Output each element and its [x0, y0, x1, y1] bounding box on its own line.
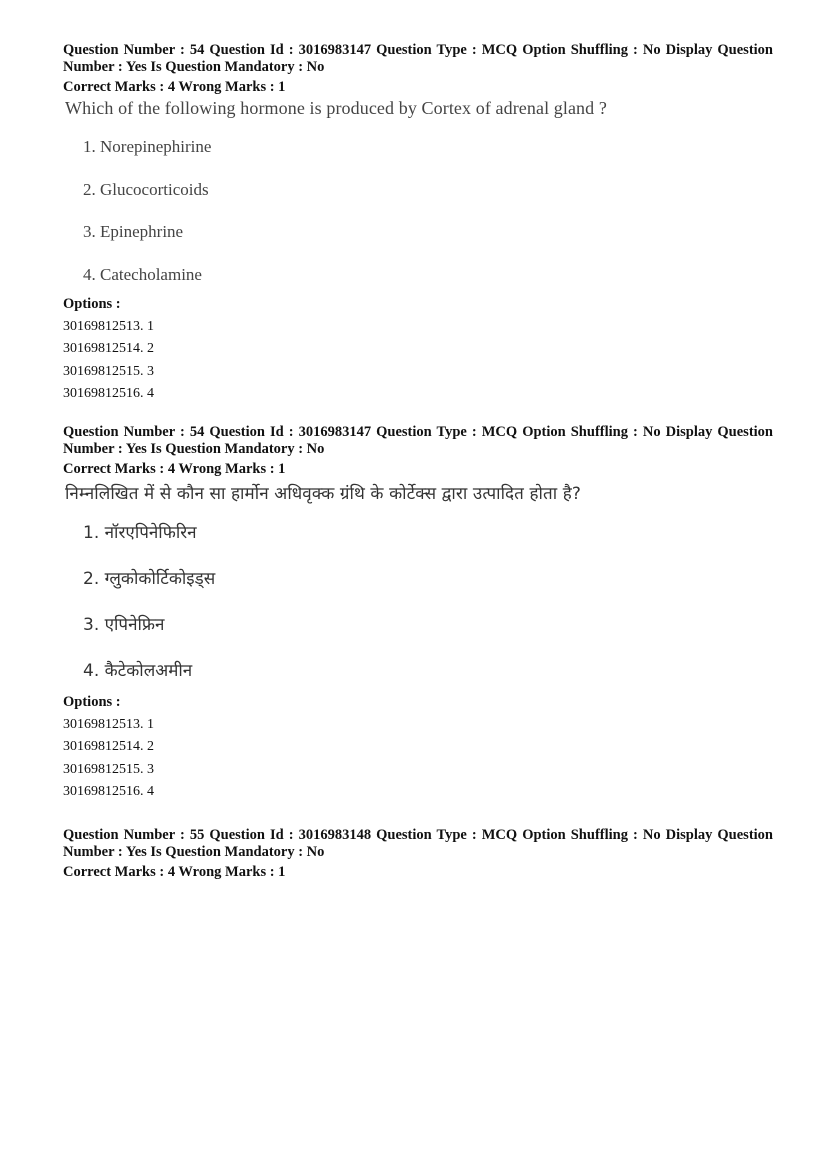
option-id-item: 30169812516. 4: [63, 783, 154, 799]
option-id-item: 30169812515. 3: [63, 363, 154, 379]
option-id-item: 30169812513. 1: [63, 319, 154, 334]
options-label: Options :: [63, 694, 121, 710]
question-marks: Correct Marks : 4 Wrong Marks : 1: [63, 864, 286, 880]
answer-choice: 1. नॉरएपिनेफिरिन: [83, 523, 197, 543]
answer-choices: [63, 126, 773, 296]
option-id-item: 30169812515. 3: [63, 761, 154, 777]
option-id-item: 30169812514. 2: [63, 739, 154, 755]
option-id-list: [63, 316, 773, 405]
options-label: Options :: [63, 296, 121, 312]
question-header: Question Number : 54 Question Id : 3016983147 Question Type : MCQ Option Shuffling : No Display Question Number : Yes Is Question Mandatory : No: [63, 42, 773, 75]
answer-choice: 4. कैटेकोलअमीन: [83, 661, 193, 681]
question-header: Question Number : 55 Question Id : 3016983148 Question Type : MCQ Option Shuffling : No Display Question Number : Yes Is Question Mandatory : No: [63, 827, 773, 860]
question-block-54-english: [63, 42, 773, 405]
answer-choice: 1. Norepinephirine: [83, 137, 212, 156]
option-id-item: 30169812513. 1: [63, 717, 154, 732]
question-text: Which of the following hormone is produced by Cortex of adrenal gland ?: [65, 98, 607, 118]
question-block-54-hindi: [63, 424, 773, 803]
option-id-item: 30169812514. 2: [63, 341, 154, 357]
answer-choice: 3. Epinephrine: [83, 222, 184, 241]
answer-choices: [63, 510, 773, 694]
option-id-list: [63, 714, 773, 803]
answer-choice: 2. Glucocorticoids: [83, 179, 209, 199]
question-block-55: [63, 827, 773, 881]
question-marks: Correct Marks : 4 Wrong Marks : 1: [63, 461, 286, 477]
question-text: निम्नलिखित में से कौन सा हार्मोन अधिवृक्क ग्रंथि के कोर्टेक्स द्वारा उत्पादित होता है?: [65, 484, 581, 504]
answer-choice: 4. Catecholamine: [83, 264, 202, 284]
question-marks: Correct Marks : 4 Wrong Marks : 1: [63, 79, 286, 95]
question-header: Question Number : 54 Question Id : 3016983147 Question Type : MCQ Option Shuffling : No Display Question Number : Yes Is Question Mandatory : No: [63, 424, 773, 457]
answer-choice: 2. ग्लुकोकोर्टिकोइड्स: [83, 569, 216, 589]
answer-choice: 3. एपिनेफ्रिन: [83, 615, 165, 635]
option-id-item: 30169812516. 4: [63, 385, 154, 401]
